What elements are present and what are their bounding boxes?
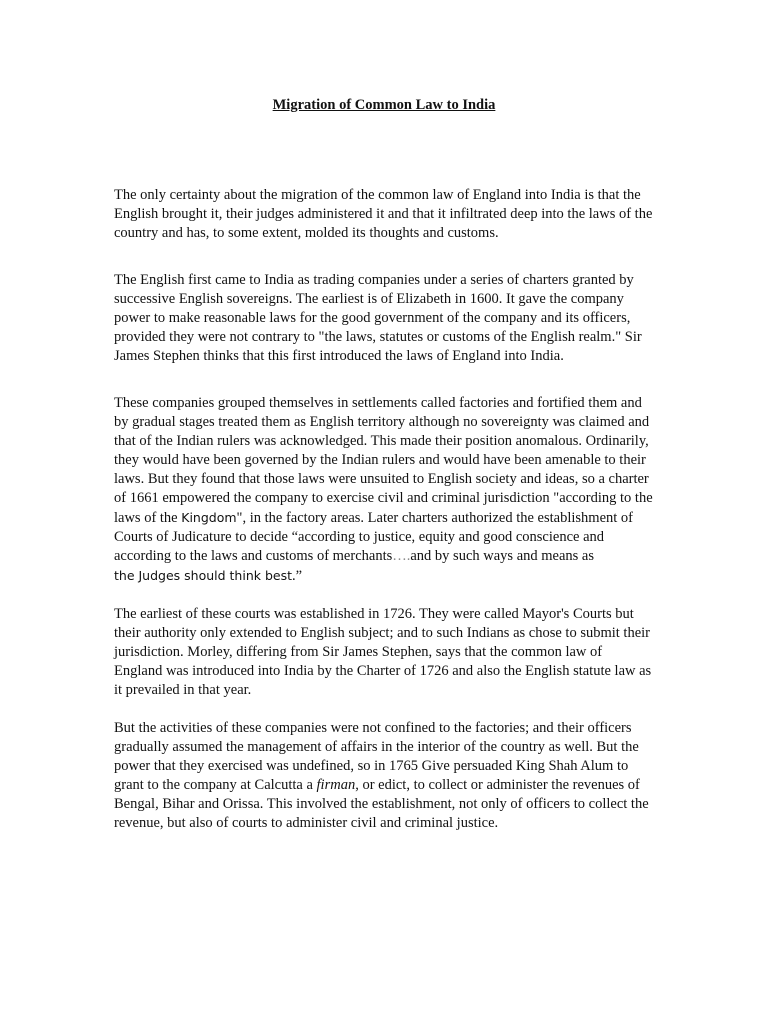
paragraph-2: The English first came to India as trading companies under a series of charters granted by successive English sovereigns. The earliest is of Elizabeth in 1600. It gave the company power to make reasonable laws for the good government of the company and its officers, provided they were not contrary to "the laws, statutes or customs of the English realm." Sir James Stephen thinks that this first introduced the laws of England into India. bbox=[114, 272, 642, 364]
paragraph-1: The only certainty about the migration of the common law of England into India is that the English brought it, their judges administered it and that it infiltrated deep into the laws of the country and has, to some extent, molded its thoughts and customs. bbox=[114, 187, 653, 241]
paragraph-3-ellipsis: …. bbox=[392, 548, 411, 564]
paragraph-5-text-a: But the activities of these companies were not confined to the factories; and their officers gradually assumed the management of affairs in the interior of the country as well. But the power that they exercised was undefined, so in 1765 Give persuaded King Shah Alum to grant to the company at Calcutta a bbox=[114, 720, 639, 793]
paragraph-4: The earliest of these courts was established in 1726. They were called Mayor's Courts but their authority only extended to English subject; and to such Indians as chose to submit their jurisdiction. Morley, differing from Sir James Stephen, says that the common law of England was introduced into India by the Charter of 1726 and also the English statute law as it prevailed in that year. bbox=[114, 606, 652, 698]
paragraph-3-text-c: and by such ways and means as bbox=[410, 548, 594, 564]
paragraph-3-text-b: ", in the factory areas. Later charters authorized the establishment of Courts of Judicature to decide “according to justice, equity and good conscience and according to the laws and customs of merchants bbox=[114, 510, 633, 564]
paragraph-3-kingdom: Kingdom bbox=[181, 510, 237, 525]
paragraph-3-text-a: These companies grouped themselves in settlements called factories and fortified them and by gradual stages treated them as English territory although no sovereignty was claimed and that of the Indian rulers was acknowledged. This made their position anomalous. Ordinarily, they would have been governed by the Indian rulers and would have been amenable to their laws. But they found that those laws were unsuited to English society and ideas, so a charter of 1661 empowered the company to exercise civil and criminal jurisdiction "according to the laws of the bbox=[114, 395, 653, 526]
paragraph-3-text-e: .” bbox=[292, 568, 303, 584]
paragraph-5-firman: firman bbox=[316, 777, 356, 793]
paragraph-5 bbox=[114, 719, 654, 833]
paragraph-3 bbox=[114, 394, 654, 586]
paragraph-3-text-d: the Judges should think best bbox=[114, 568, 292, 583]
page-title: Migration of Common Law to India bbox=[272, 97, 496, 113]
paragraph-5-text-b: , or edict, to collect or administer the revenues of Bengal, Bihar and Orissa. This involved the establishment, not only of officers to collect the revenue, but also of courts to administer civil and criminal justice. bbox=[114, 777, 649, 831]
document-page bbox=[114, 96, 654, 833]
